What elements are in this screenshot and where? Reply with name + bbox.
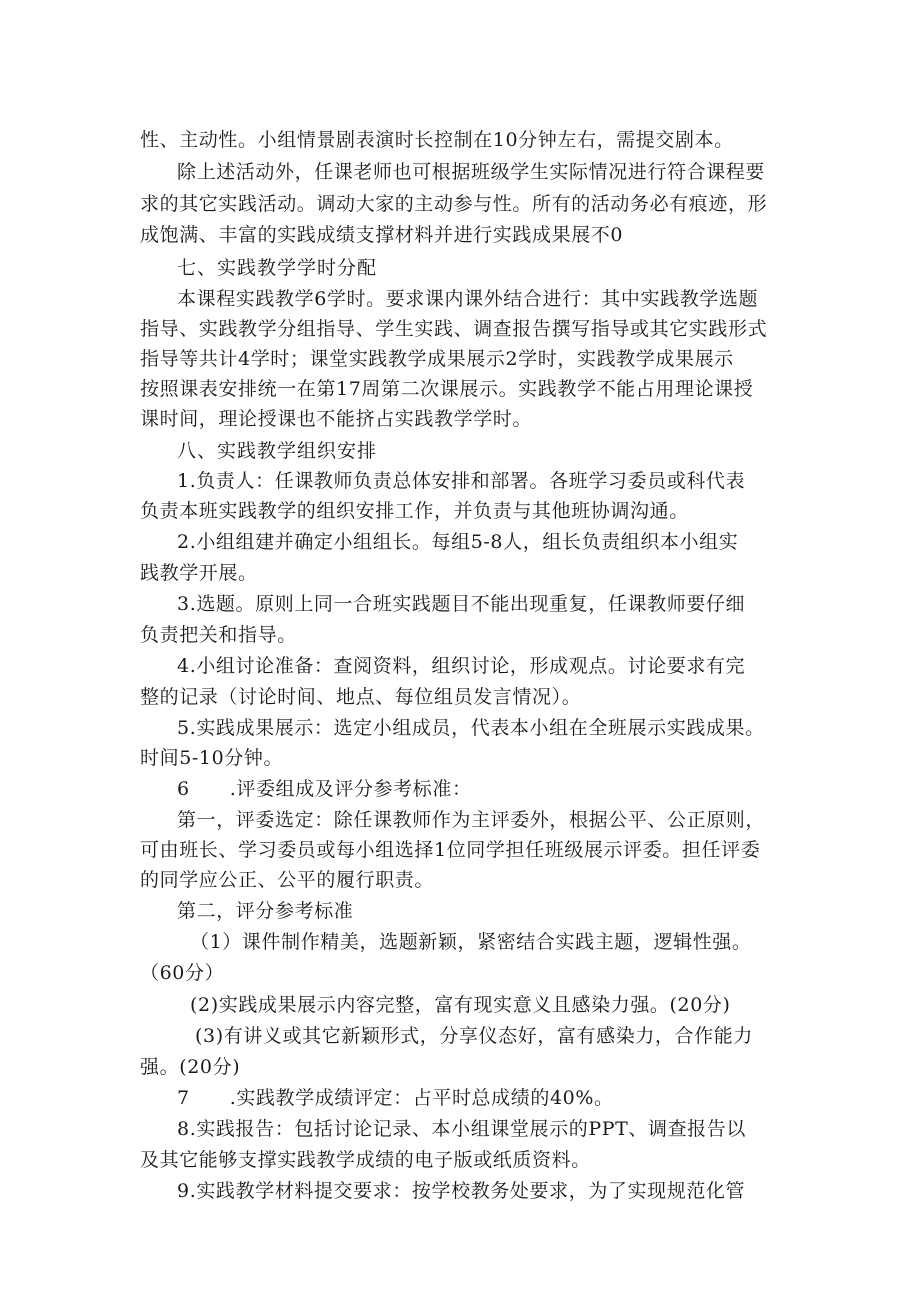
text-line: （1）课件制作精美，选题新颖，紧密结合实践主题，逻辑性强。	[190, 931, 752, 953]
list-item: 1.负责人：任课教师负责总体安排和部署。各班学习委员或科代表	[177, 470, 746, 492]
list-item: 5.实践成果展示：选定小组成员，代表本小组在全班展示实践成果。	[177, 717, 765, 739]
list-item: 2.小组组建并确定小组组长。每组5-8人，组长负责组织本小组实	[177, 531, 739, 553]
text-line: 本课程实践教学6学时。要求课内课外结合进行：其中实践教学选题	[177, 288, 759, 310]
list-item-text: .实践教学成绩评定：占平时总成绩的40%。	[229, 1087, 614, 1109]
text-line: 强。(20分)	[140, 1056, 241, 1078]
list-item: 8.实践报告：包括讨论记录、本小组课堂展示的PPT、调查报告以	[177, 1118, 746, 1140]
text-line: 负责本班实践教学的组织安排工作，并负责与其他班协调沟通。	[140, 500, 689, 522]
section-heading-7: 七、实践教学学时分配	[177, 257, 378, 279]
text-line: 负责把关和指导。	[140, 624, 297, 646]
text-line: 指导、实践教学分组指导、学生实践、调查报告撰写指导或其它实践形式	[140, 318, 768, 340]
list-item	[177, 1086, 614, 1110]
list-number: 7	[177, 1087, 190, 1109]
text-line: (3)有讲义或其它新颖形式，分享仪态好，富有感染力，合作能力	[195, 1025, 753, 1047]
text-line: 求的其它实践活动。调动大家的主动参与性。所有的活动务必有痕迹，形	[140, 193, 768, 215]
text-line: 整的记录（讨论时间、地点、每位组员发言情况）。	[140, 686, 582, 708]
text-line: 性、主动性。小组情景剧表演时长控制在10分钟左右，需提交剧本。	[140, 129, 734, 151]
text-line: 及其它能够支撑实践教学成绩的电子版或纸质资料。	[140, 1149, 591, 1171]
list-number: 6	[177, 778, 190, 800]
text-line: 除上述活动外，任课老师也可根据班级学生实际情况进行符合课程要	[177, 161, 766, 183]
section-heading-8: 八、实践教学组织安排	[177, 440, 378, 462]
list-item: 4.小组讨论准备：查阅资料，组织讨论，形成观点。讨论要求有完	[177, 655, 746, 677]
list-item	[177, 777, 472, 801]
text-line: (2)实践成果展示内容完整，富有现实意义且感染力强。(20分)	[190, 994, 731, 1016]
text-line: 时间5-10分钟。	[140, 747, 284, 769]
list-item: 9.实践教学材料提交要求：按学校教务处要求，为了实现规范化管	[177, 1180, 746, 1202]
list-item: 3.选题。原则上同一合班实践题目不能出现重复，任课教师要仔细	[177, 593, 746, 615]
text-line: 按照课表安排统一在第17周第二次课展示。实践教学不能占用理论课授	[140, 378, 754, 400]
text-line: 可由班长、学习委员或每小组选择1位同学担任班级展示评委。担任评委	[140, 839, 761, 861]
text-line: 课时间，理论授课也不能挤占实践教学学时。	[140, 408, 533, 430]
text-line: 的同学应公正、公平的履行职责。	[140, 869, 435, 891]
text-line: 指导等共计4学时；课堂实践教学成果展示2学时，实践教学成果展示	[140, 348, 734, 370]
text-line: （60分）	[140, 962, 225, 984]
text-line: 践教学开展。	[140, 562, 258, 584]
text-line: 第二，评分参考标准	[177, 900, 354, 922]
list-item-text: .评委组成及评分参考标准：	[229, 778, 472, 800]
text-line: 第一，评委选定：除任课教师作为主评委外，根据公平、公正原则，	[177, 809, 766, 831]
text-line: 成饱满、丰富的实践成绩支撑材料并进行实践成果展不0	[140, 224, 624, 246]
